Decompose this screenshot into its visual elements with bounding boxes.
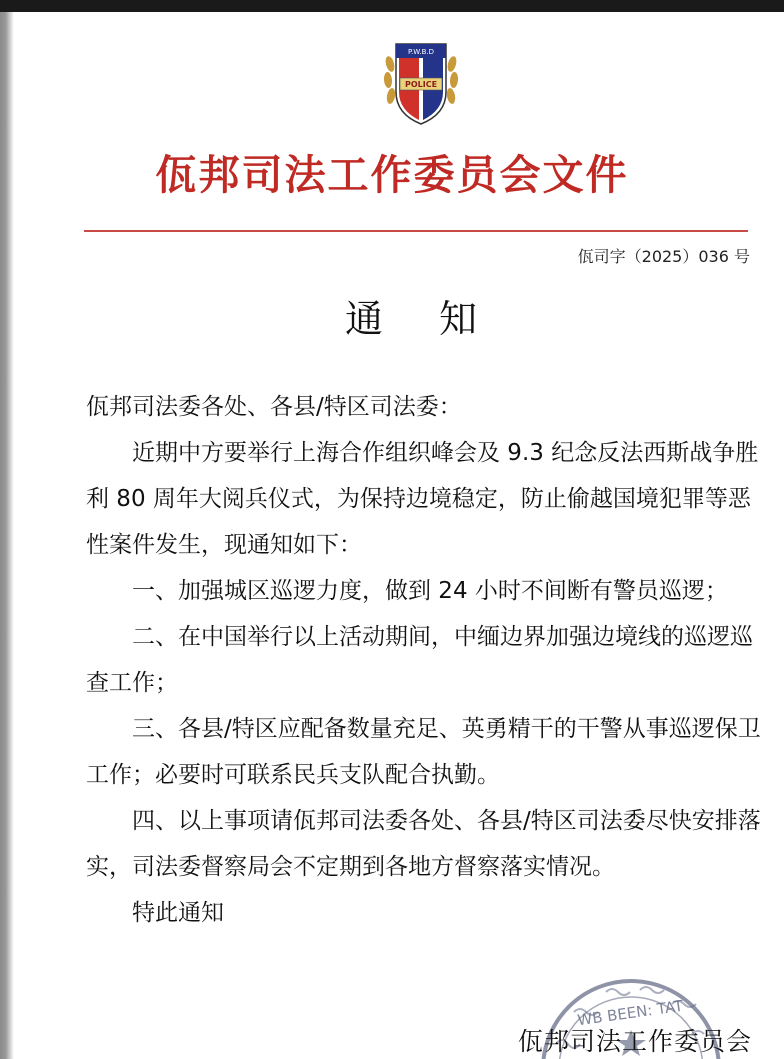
emblem-center-text: POLICE — [404, 80, 438, 89]
document-number: 佤司字（2025）036 号 — [577, 247, 750, 266]
seal-ring-text: WB BEEN: TAT — [576, 996, 685, 1030]
document-title: 佤邦司法工作委员会文件 — [155, 151, 629, 199]
emblem-top-text: P.W.B.D — [407, 48, 435, 56]
title-divider — [84, 230, 748, 232]
item-two: 二、在中国举行以上活动期间，中缅边界加强边境线的巡逻巡查工作； — [86, 624, 753, 696]
item-one: 一、加强城区巡逻力度，做到 24 小时不间断有警员巡逻； — [132, 578, 728, 604]
addressee-line: 佤邦司法委各处、各县/特区司法委： — [86, 394, 462, 420]
item-three: 三、各县/特区应配备数量充足、英勇精干的干警从事巡逻保卫工作；必要时可联系民兵支队配合执勤。 — [86, 716, 761, 788]
document-page — [0, 12, 784, 1059]
closing-line: 特此通知 — [132, 900, 224, 926]
signer-name: 佤邦司法工作委员会 — [518, 1027, 753, 1056]
police-emblem-icon — [382, 34, 460, 126]
item-four: 四、以上事项请佤邦司法委各处、各县/特区司法委尽快安排落实，司法委督察局会不定期到各地方督察落实情况。 — [86, 808, 761, 880]
document-body — [86, 384, 762, 936]
intro-paragraph: 近期中方要举行上海合作组织峰会及 9.3 纪念反法西斯战争胜利 80 周年大阅兵仪式，为保持边境稳定，防止偷越国境犯罪等恶性案件发生，现通知如下： — [86, 440, 759, 558]
notice-heading: 通 知 — [344, 297, 500, 341]
